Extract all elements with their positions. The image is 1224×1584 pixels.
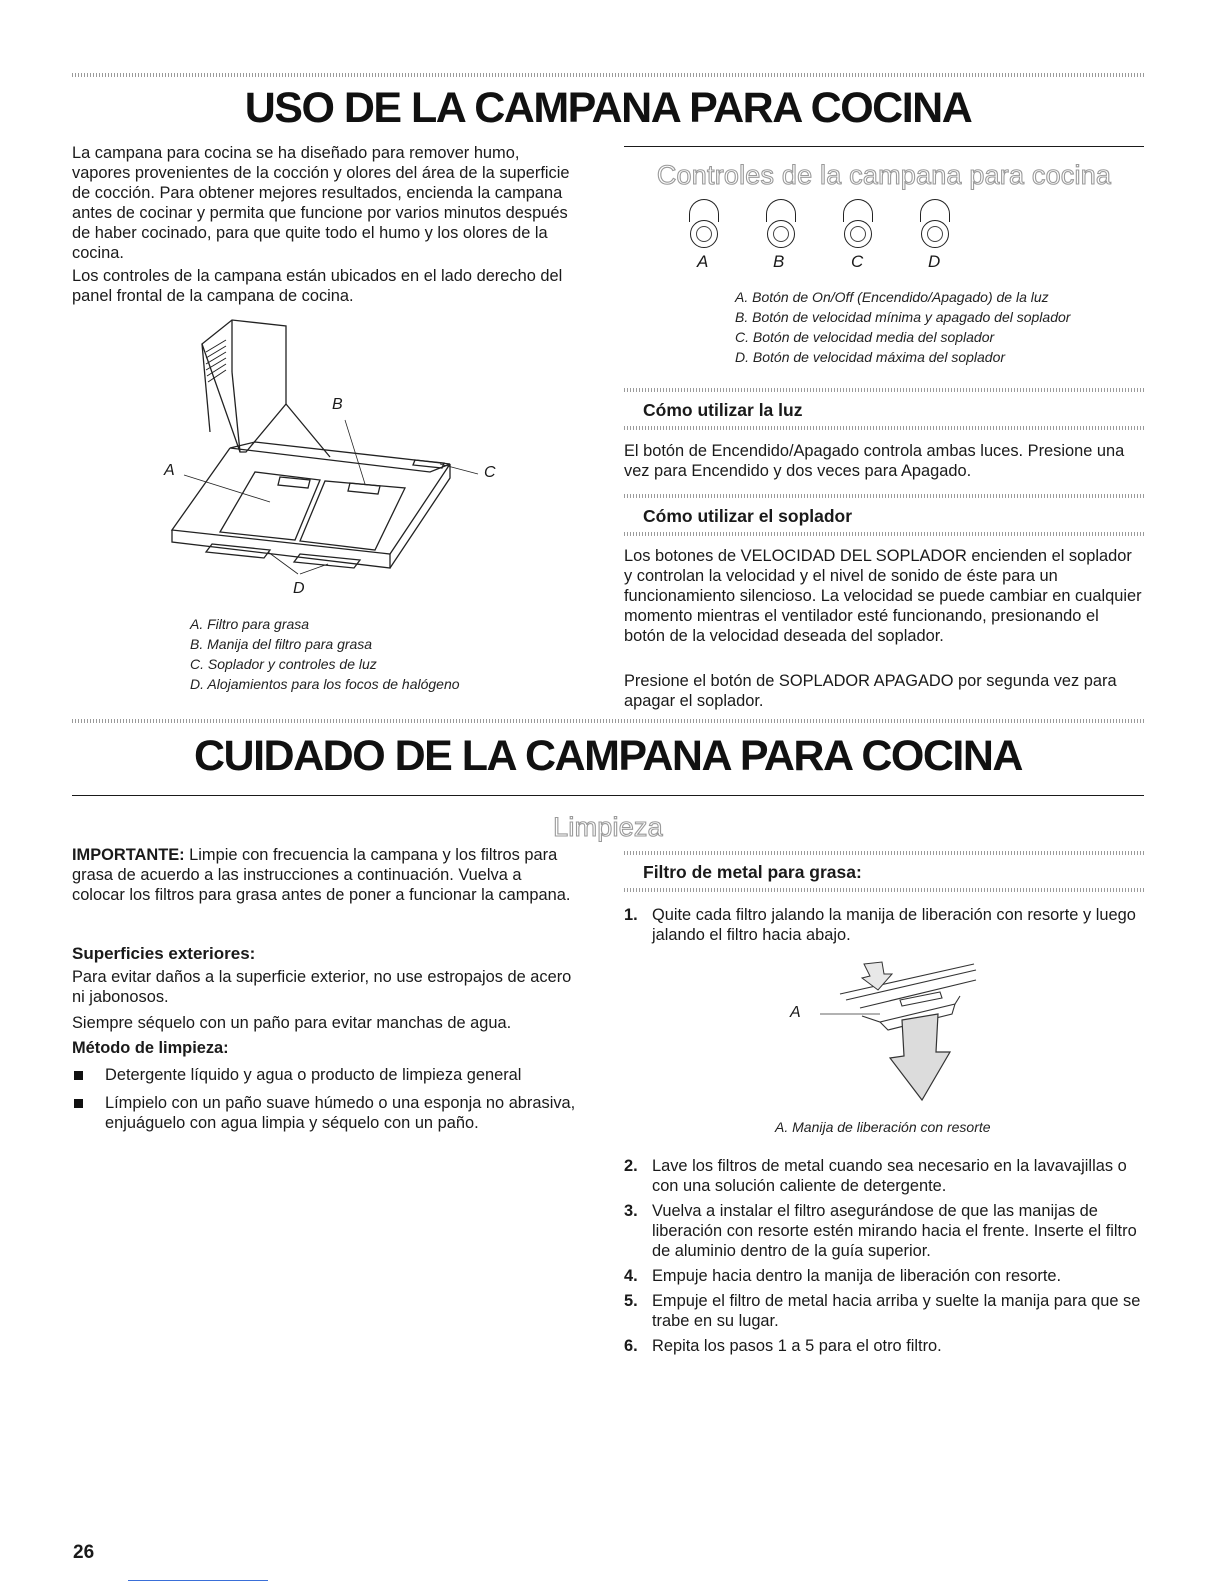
step-number-1: 1. [624, 906, 638, 924]
exterior-paragraph-1: Para evitar daños a la superficie exterior, no use estropajos de acero ni jabonosos. [72, 968, 572, 1006]
step-text-4: Empuje hacia dentro la manija de liberación con resorte. [652, 1267, 1062, 1285]
method-bullet-2 [72, 1093, 597, 1133]
hood-caption-d: D. Alojamientos para los focos de halógeno [190, 676, 460, 692]
filter-step-5 [624, 1291, 1144, 1331]
filter-callout-a: A [790, 1004, 801, 1021]
hood-callout-d: D [293, 580, 305, 597]
dial-label-d: D [928, 252, 941, 271]
filter-step-6 [624, 1336, 1144, 1356]
blower-hatch-bottom [624, 532, 1144, 536]
dial-label-a: A [697, 252, 709, 271]
controls-heading: Controles de la campana para cocina [656, 160, 1112, 190]
controls-captions [735, 287, 1145, 367]
step-number-2: 2. [624, 1157, 638, 1175]
mid-hatch-divider [72, 719, 1144, 723]
light-heading: Cómo utilizar la luz [643, 400, 803, 420]
hood-figure-captions [190, 614, 530, 694]
controls-top-rule [624, 146, 1144, 147]
step-text-6: Repita los pasos 1 a 5 para el otro filtro. [652, 1337, 942, 1355]
controls-caption-c: C. Botón de velocidad media del soplador [735, 329, 995, 345]
filter-step-2 [624, 1156, 1144, 1196]
method-bullet-1 [72, 1065, 597, 1085]
blower-text-1: Los botones de VELOCIDAD DEL SOPLADOR encienden el soplador y controlan la velocidad y el nivel de sonido de éste para un funcionamiento silencioso. La velocidad se puede cambiar en cualquier momento mientras el ventilador esté funcionando, presionando el botón de la velocidad deseada del soplador. [624, 547, 1142, 645]
section-title-care: CUIDADO DE LA CAMPANA PARA COCINA [194, 732, 1022, 780]
method-bullet-text-2: Límpielo con un paño suave húmedo o una esponja no abrasiva, enjuáguelo con agua limpia y séquelo con un paño. [105, 1094, 576, 1132]
filter-hatch-top [624, 851, 1144, 855]
intro-paragraph-1: La campana para cocina se ha diseñado para remover humo, vapores provenientes de la cocción y olores del área de la superficie de cocción. Para obtener mejores resultados, encienda la campana antes de cocinar y permita que funcione por varios minutos después de haber cocinado, para que quite todo el humo y los olores de la cocina. [72, 144, 570, 262]
step-text-1: Quite cada filtro jalando la manija de liberación con resorte y luego jalando el filtro hacia abajo. [652, 906, 1136, 944]
dial-label-c: C [851, 252, 864, 271]
step-number-6: 6. [624, 1337, 638, 1355]
filter-steps-list [624, 1156, 1144, 1361]
section-title-use: USO DE LA CAMPANA PARA COCINA [244, 84, 972, 132]
top-hatch-divider [72, 73, 1144, 77]
step-text-3: Vuelva a instalar el filtro asegurándose de que las manijas de liberación con resorte estén mirando hacia el frente. Inserte el filtro de aluminio dentro de la guía superior. [652, 1202, 1137, 1260]
intro-paragraph-2: Los controles de la campana están ubicados en el lado derecho del panel frontal de la campana de cocina. [72, 267, 563, 305]
hood-caption-b: B. Manija del filtro para grasa [190, 636, 373, 652]
controls-caption-b: B. Botón de velocidad mínima y apagado del soplador [735, 309, 1071, 325]
exterior-paragraph-2: Siempre séquelo con un paño para evitar manchas de agua. [72, 1014, 512, 1032]
important-text: Limpie con frecuencia la campana y los filtros para grasa de acuerdo a las instrucciones a continuación. Vuelva a colocar los filtros para grasa antes de poner a funcionar la campana. [72, 846, 571, 904]
bullet-square-icon [74, 1099, 83, 1108]
page-number: 26 [73, 1542, 95, 1563]
controls-caption-d: D. Botón de velocidad máxima del soplador [735, 349, 1006, 365]
important-label: IMPORTANTE: [72, 846, 185, 864]
filter-figure-caption: A. Manija de liberación con resorte [775, 1119, 991, 1135]
filter-step-3 [624, 1201, 1144, 1261]
method-bullet-list [72, 1065, 597, 1141]
blower-hatch-top [624, 494, 1144, 498]
dial-low-button [767, 220, 795, 248]
filter-step-4 [624, 1266, 1144, 1286]
hood-callout-b: B [332, 396, 343, 413]
hood-callout-c: C [484, 464, 496, 481]
hood-illustration [160, 312, 510, 602]
step-number-3: 3. [624, 1202, 638, 1220]
filter-hatch-bottom [624, 888, 1144, 892]
hood-drawing [160, 312, 510, 602]
dial-light-button [690, 220, 718, 248]
method-bullet-text-1: Detergente líquido y agua o producto de limpieza general [105, 1066, 522, 1084]
light-text: El botón de Encendido/Apagado controla ambas luces. Presione una vez para Encendido y dos veces para Apagado. [624, 442, 1125, 480]
hood-caption-a: A. Filtro para grasa [190, 616, 310, 632]
step-text-5: Empuje el filtro de metal hacia arriba y suelte la manija para que se trabe en su lugar. [652, 1292, 1141, 1330]
dial-medium-button [844, 220, 872, 248]
method-heading: Método de limpieza: [72, 1039, 229, 1057]
blower-heading: Cómo utilizar el soplador [643, 506, 853, 526]
step-number-5: 5. [624, 1292, 638, 1310]
dial-high-button [921, 220, 949, 248]
dial-label-b: B [773, 252, 785, 271]
light-hatch-top [624, 388, 1144, 392]
bullet-square-icon [74, 1071, 83, 1080]
footer-link-line [128, 1580, 268, 1581]
step-text-2: Lave los filtros de metal cuando sea necesario en la lavavajillas o con una solución caliente de detergente. [652, 1157, 1127, 1195]
controls-caption-a: A. Botón de On/Off (Encendido/Apagado) de la luz [735, 289, 1049, 305]
filter-drawing [780, 952, 1000, 1112]
filter-step-1 [624, 905, 1144, 950]
filter-heading: Filtro de metal para grasa: [643, 862, 862, 882]
exterior-heading: Superficies exteriores: [72, 944, 256, 963]
care-title-rule [72, 795, 1144, 796]
light-hatch-bottom [624, 426, 1144, 430]
blower-text-2: Presione el botón de SOPLADOR APAGADO por segunda vez para apagar el soplador. [624, 672, 1117, 710]
step-number-4: 4. [624, 1267, 638, 1285]
cleaning-heading: Limpieza [553, 812, 663, 842]
hood-caption-c: C. Soplador y controles de luz [190, 656, 377, 672]
filter-removal-illustration [780, 952, 1000, 1112]
important-paragraph [72, 845, 572, 905]
hood-callout-a: A [164, 462, 175, 479]
